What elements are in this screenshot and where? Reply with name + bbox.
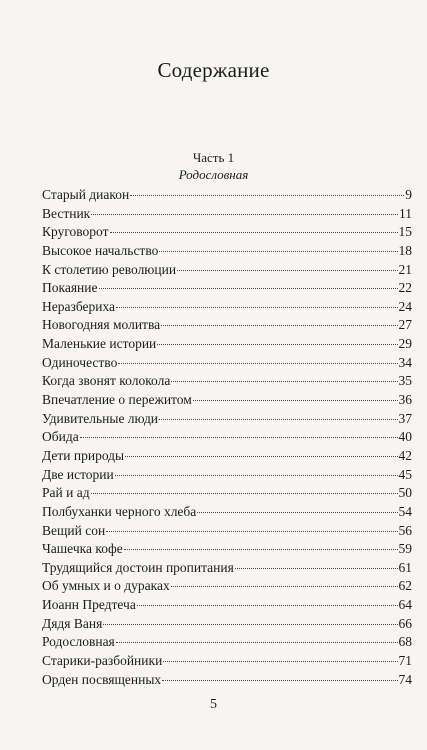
toc-entry-page: 24 [398, 298, 412, 314]
dot-leader [115, 474, 398, 476]
toc-entry-page: 59 [398, 541, 412, 557]
toc-entry [42, 335, 412, 354]
toc-entry-title: Новогодняя молитва [42, 317, 161, 333]
part-heading: Часть 1 [192, 150, 235, 165]
toc-entry-page: 21 [398, 261, 412, 277]
toc-entry-title: К столетию революции [42, 261, 177, 277]
toc-entry-page: 74 [398, 671, 412, 687]
toc-entry-page: 42 [398, 447, 412, 463]
toc-entry [42, 503, 412, 522]
toc-entry-page: 11 [399, 205, 412, 221]
dot-leader [99, 287, 398, 289]
toc-entry-title: Дядя Ваня [42, 615, 103, 631]
toc-entry-page: 56 [398, 522, 412, 538]
toc-entry-title: Вестник [42, 205, 91, 221]
toc-entry [42, 410, 412, 429]
toc-entry-page: 40 [398, 429, 412, 445]
toc-entry-title: Трудящийся достоин пропитания [42, 559, 234, 575]
toc-entry-page: 22 [398, 280, 412, 296]
toc-entry-title: Когда звонят колокола [42, 373, 171, 389]
toc-entry [42, 652, 412, 671]
dot-leader [116, 306, 397, 308]
dot-leader [159, 250, 397, 252]
dot-leader [124, 548, 398, 550]
dot-leader [80, 436, 398, 438]
toc-entry-page: 29 [398, 336, 412, 352]
toc-entry-title: Обида [42, 429, 79, 445]
toc-entry [42, 428, 412, 447]
toc-entry [42, 354, 412, 373]
toc-entry-title: Об умных и о дураках [42, 578, 170, 594]
toc-entry-page: 62 [398, 578, 412, 594]
toc-entry [42, 261, 412, 280]
dot-leader [106, 530, 397, 532]
toc-entry [42, 559, 412, 578]
dot-leader [197, 511, 397, 513]
toc-entry-page: 15 [398, 224, 412, 240]
dot-leader [130, 194, 404, 196]
dot-leader [159, 418, 397, 420]
toc-entry-page: 64 [398, 597, 412, 613]
toc-entry-title: Старики-разбойники [42, 653, 163, 669]
dot-leader [162, 679, 397, 681]
toc-entry-page: 9 [405, 187, 412, 202]
toc-entry-title: Одиночество [42, 354, 118, 370]
dot-leader [137, 604, 398, 606]
dot-leader [171, 585, 398, 587]
toc-entry [42, 522, 412, 541]
toc-entry-page: 68 [398, 634, 412, 650]
toc-entry-page: 35 [398, 373, 412, 389]
toc-entry [42, 242, 412, 261]
dot-leader [103, 623, 397, 625]
toc-entry-title: Две истории [42, 466, 114, 482]
toc-entry-page: 37 [398, 410, 412, 426]
toc-entry [42, 466, 412, 485]
toc-entry [42, 615, 412, 634]
page-number: 5 [210, 697, 217, 712]
toc-entry [42, 596, 412, 615]
toc-entry-title: Старый диакон [42, 187, 130, 202]
toc-entry-title: Полбуханки черного хлеба [42, 503, 197, 519]
toc-entry-page: 34 [398, 354, 412, 370]
toc-entry [42, 316, 412, 335]
toc-entry-title: Рай и ад [42, 485, 90, 501]
toc-entry-title: Вещий сон [42, 522, 106, 538]
toc-entry-page: 66 [398, 615, 412, 631]
dot-leader [125, 455, 397, 457]
toc-entry-page: 45 [398, 466, 412, 482]
toc-entry-title: Дети природы [42, 447, 125, 463]
toc-entry [42, 671, 412, 690]
toc-entry [42, 447, 412, 466]
toc-entry [42, 577, 412, 596]
toc-entry-title: Чашечка кофе [42, 541, 123, 557]
toc-entry [42, 633, 412, 652]
toc-entry-page: 61 [398, 559, 412, 575]
toc-entry [42, 205, 412, 224]
page-title: Содержание [157, 58, 270, 82]
toc-entry-title: Круговорот [42, 224, 109, 240]
dot-leader [157, 343, 397, 345]
dot-leader [91, 492, 398, 494]
toc-entry-page: 54 [398, 503, 412, 519]
toc-entry-title: Неразбериха [42, 298, 116, 314]
toc-entry-title: Впечатление о пережитом [42, 392, 192, 408]
toc-entry-page: 27 [398, 317, 412, 333]
toc-entry-title: Родословная [42, 634, 115, 650]
dot-leader [91, 213, 398, 215]
dot-leader [163, 660, 397, 662]
dot-leader [118, 362, 397, 364]
toc-entry [42, 186, 412, 205]
toc-entry [42, 279, 412, 298]
dot-leader [193, 399, 398, 401]
toc-entry-page: 71 [398, 653, 412, 669]
section-heading: Родословная [178, 167, 249, 182]
toc-entry [42, 391, 412, 410]
toc-entry-title: Высокое начальство [42, 242, 159, 258]
toc-entry [42, 372, 412, 391]
toc-entry-page: 18 [398, 242, 412, 258]
toc-entry [42, 223, 412, 242]
dot-leader [161, 324, 397, 326]
toc-entry [42, 540, 412, 559]
toc-entry-page: 50 [398, 485, 412, 501]
dot-leader [110, 231, 398, 233]
toc-entry [42, 484, 412, 503]
toc-entry-title: Орден посвященных [42, 671, 162, 687]
toc-entry [42, 298, 412, 317]
toc-entry-title: Маленькие истории [42, 336, 157, 352]
toc-entry-title: Удивительные люди [42, 410, 159, 426]
dot-leader [235, 567, 398, 569]
toc-entry-page: 36 [398, 392, 412, 408]
dot-leader [116, 641, 398, 643]
toc-entry-title: Иоанн Предтеча [42, 597, 136, 613]
toc-entry-title: Покаяние [42, 280, 98, 296]
dot-leader [177, 269, 397, 271]
dot-leader [171, 380, 397, 382]
table-of-contents [42, 186, 412, 689]
